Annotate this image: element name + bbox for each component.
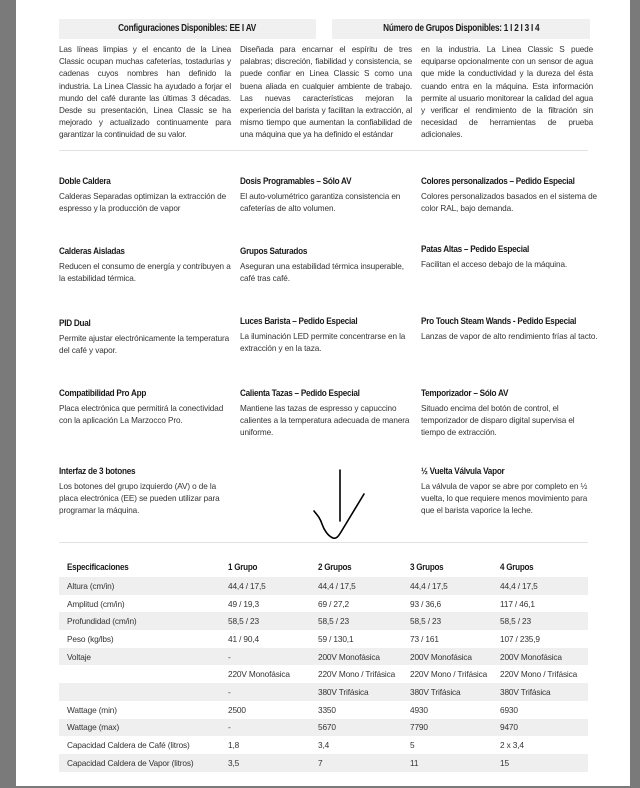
feature-title: Calienta Tazas – Pedido Especial (240, 388, 360, 399)
cell: 2 x 3,4 (500, 740, 524, 751)
feature-description: Lanzas de vapor de alto rendimiento frías al tacto. (421, 332, 598, 341)
feature-title: Dosis Programables – Sólo AV (240, 176, 352, 187)
intro-paragraph-2: Diseñada para encarnar el espíritu de tres palabras; discreción, fiabilidad y consistencia, se puede confiar en Linea Classic S como una buena aliada en cualquier ambiente de trabajo. Las nuevas características mejoran la experiencia del barista y facilitan la extracción, al mismo tiempo que aumentan la confiabilidad de una máquina que ya ha definido el estándar (240, 45, 412, 140)
cell: 9470 (500, 719, 588, 737)
hand-drawn-down-arrow-icon (296, 460, 376, 545)
cell: 58,5 / 23 (318, 612, 410, 630)
groups-header (332, 19, 590, 39)
spec-sheet-page (16, 0, 630, 786)
row-label: Capacidad Caldera de Café (litros) (67, 740, 190, 751)
feature-title: Calderas Aisladas (59, 246, 125, 257)
table-row (59, 665, 588, 683)
table-row (59, 612, 588, 630)
feature-item (240, 246, 418, 285)
row-label: Voltaje (59, 648, 228, 666)
feature-description: Permite ajustar electrónicamente la temperatura del café y vapor. (59, 334, 230, 356)
feature-title: ½ Vuelta Válvula Vapor (421, 466, 505, 477)
feature-description: La iluminación LED permite concentrarse en la extracción y en la taza. (240, 332, 406, 354)
feature-item (59, 318, 237, 357)
row-label: Wattage (max) (59, 719, 228, 737)
col-header-4-groups: 4 Grupos (500, 562, 534, 573)
cell: 4930 (410, 704, 428, 715)
cell: 44,4 / 17,5 (500, 577, 588, 595)
table-row (59, 736, 588, 754)
row-label: Amplitud (cm/in) (67, 598, 125, 609)
cell: 6930 (500, 704, 518, 715)
feature-description: Facilitan el acceso debajo de la máquina. (421, 260, 568, 269)
cell: 7 (318, 754, 410, 772)
feature-item (59, 176, 237, 215)
feature-title: Temporizador – Sólo AV (421, 388, 509, 399)
feature-description: La válvula de vapor se abre por completo en ½ vuelta, lo que requiere menos movimiento para que el barista vaporice la leche. (421, 482, 588, 516)
row-label (59, 665, 228, 683)
cell: 73 / 161 (410, 633, 439, 644)
feature-title: Colores personalizados – Pedido Especial (421, 176, 575, 187)
feature-title: Grupos Saturados (240, 246, 308, 257)
cell: 58,5 / 23 (410, 612, 500, 630)
feature-title: PID Dual (59, 318, 91, 329)
row-label (59, 683, 228, 701)
configurations-header (59, 19, 316, 39)
table-header-row (59, 558, 588, 577)
feature-item (59, 246, 237, 285)
feature-title: Compatibilidad Pro App (59, 388, 147, 399)
cell: 200V Monofásica (410, 648, 500, 666)
feature-description: El auto-volumétrico garantiza consistencia en cafeterías de alto volumen. (240, 192, 401, 214)
feature-item (240, 388, 418, 440)
feature-title: Pro Touch Steam Wands - Pedido Especial (421, 316, 577, 327)
cell: 7790 (410, 719, 500, 737)
feature-title: Luces Barista – Pedido Especial (240, 316, 358, 327)
col-header-2-groups: 2 Grupos (318, 562, 352, 573)
feature-description: Mantiene las tazas de espresso y capuccino calientes a la temperatura adecuada de manera uniforme. (240, 404, 410, 438)
feature-title: Patas Altas – Pedido Especial (421, 244, 530, 255)
feature-item (421, 388, 599, 440)
cell: 3350 (318, 704, 336, 715)
feature-item (59, 388, 237, 427)
cell: - (228, 683, 318, 701)
feature-item (59, 466, 237, 518)
col-header-1-group: 1 Grupo (228, 562, 258, 573)
table-row (59, 648, 588, 666)
feature-title: Doble Caldera (59, 176, 111, 187)
cell: 58,5 / 23 (228, 612, 318, 630)
cell: 59 / 130,1 (318, 633, 354, 644)
cell: 117 / 46,1 (500, 598, 535, 609)
col-header-specs: Especificaciones (67, 562, 129, 573)
row-label: Profundidad (cm/in) (59, 612, 228, 630)
table-row (59, 754, 588, 772)
cell: 200V Monofásica (500, 648, 588, 666)
cell: 41 / 90,4 (228, 633, 259, 644)
cell: 3,5 (228, 754, 318, 772)
divider-bottom (59, 542, 588, 543)
row-label: Capacidad Caldera de Vapor (litros) (59, 754, 228, 772)
cell: 93 / 36,6 (410, 598, 441, 609)
cell: 1,8 (228, 740, 240, 751)
cell: 380V Trifásica (500, 683, 588, 701)
cell: 5670 (318, 719, 410, 737)
feature-item (240, 316, 418, 355)
intro-paragraph-3: en la industria. La Linea Classic S puede equiparse opcionalmente con un sensor de agua que mide la conductividad y la dureza del ésta cuando entra en la máquina. Esta información permite al usuario monitorear la calidad del agua y verificar el rendimiento de la filtración sin necesidad de herramientas de prueba adicionales. (421, 45, 593, 140)
intro-paragraph-1: Las líneas limpias y el encanto de la Linea Classic ocupan muchas cafeterías, tostadurías y cadenas cuyos nombres han definido la industria. La Linea Classic ha ayudado a forjar el mundo del café durante las últimas 3 décadas. Desde su presentación, Linea Classic se ha mejorado y actualizado continuamente para garantizar la continuidad de su valor. (59, 45, 231, 140)
cell: 5 (410, 740, 415, 751)
feature-description: Reducen el consumo de energía y contribuyen a la estabilidad térmica. (59, 262, 231, 284)
cell: 49 / 19,3 (228, 598, 259, 609)
feature-description: Colores personalizados basados en el sistema de color RAL, bajo demanda. (421, 192, 597, 214)
feature-item (421, 316, 599, 343)
cell: 44,4 / 17,5 (410, 577, 500, 595)
table-row (59, 595, 588, 613)
cell: 220V Mono / Trifásica (410, 669, 488, 680)
cell: 11 (410, 754, 500, 772)
feature-title: Interfaz de 3 botones (59, 466, 136, 477)
feature-description: Placa electrónica que permitirá la conectividad con la aplicación La Marzocco Pro. (59, 404, 224, 426)
feature-item (421, 244, 599, 271)
cell: 220V Mono / Trifásica (318, 669, 396, 680)
cell: - (228, 648, 318, 666)
row-label: Altura (cm/in) (59, 577, 228, 595)
cell: 220V Mono / Trifásica (500, 669, 578, 680)
row-label: Wattage (min) (67, 704, 117, 715)
configurations-header-text: Configuraciones Disponibles: EE I AV (118, 23, 257, 34)
col-header-3-groups: 3 Grupos (410, 562, 444, 573)
cell: 69 / 27,2 (318, 598, 349, 609)
cell: 15 (500, 754, 588, 772)
feature-item (421, 176, 599, 215)
specifications-table (59, 558, 588, 772)
cell: 107 / 235,9 (500, 633, 540, 644)
table-row (59, 719, 588, 737)
groups-header-text: Número de Grupos Disponibles: 1 I 2 I 3 I 4 (382, 23, 540, 34)
cell: 44,4 / 17,5 (228, 577, 318, 595)
cell: 380V Trifásica (410, 683, 500, 701)
cell: 200V Monofásica (318, 648, 410, 666)
cell: 2500 (228, 704, 246, 715)
table-row (59, 683, 588, 701)
cell: 3,4 (318, 740, 330, 751)
feature-description: Calderas Separadas optimizan la extracción de espresso y la producción de vapor (59, 192, 227, 214)
cell: - (228, 719, 318, 737)
cell: 44,4 / 17,5 (318, 577, 410, 595)
cell: 380V Trifásica (318, 683, 410, 701)
feature-description: Aseguran una estabilidad térmica insuperable, café tras café. (240, 262, 404, 284)
table-row (59, 701, 588, 719)
row-label: Peso (kg/lbs) (67, 633, 114, 644)
table-row (59, 577, 588, 595)
cell: 220V Monofásica (228, 669, 290, 680)
feature-description: Los botones del grupo izquierdo (AV) o de la placa electrónica (EE) se pueden utilizar para programar la máquina. (59, 482, 220, 516)
feature-description: Situado encima del botón de control, el temporizador de disparo digital supervisa el tiempo de extracción. (421, 404, 575, 438)
table-row (59, 630, 588, 648)
cell: 58,5 / 23 (500, 612, 588, 630)
feature-item (240, 176, 418, 215)
feature-item (421, 466, 599, 518)
divider-top (59, 150, 588, 151)
